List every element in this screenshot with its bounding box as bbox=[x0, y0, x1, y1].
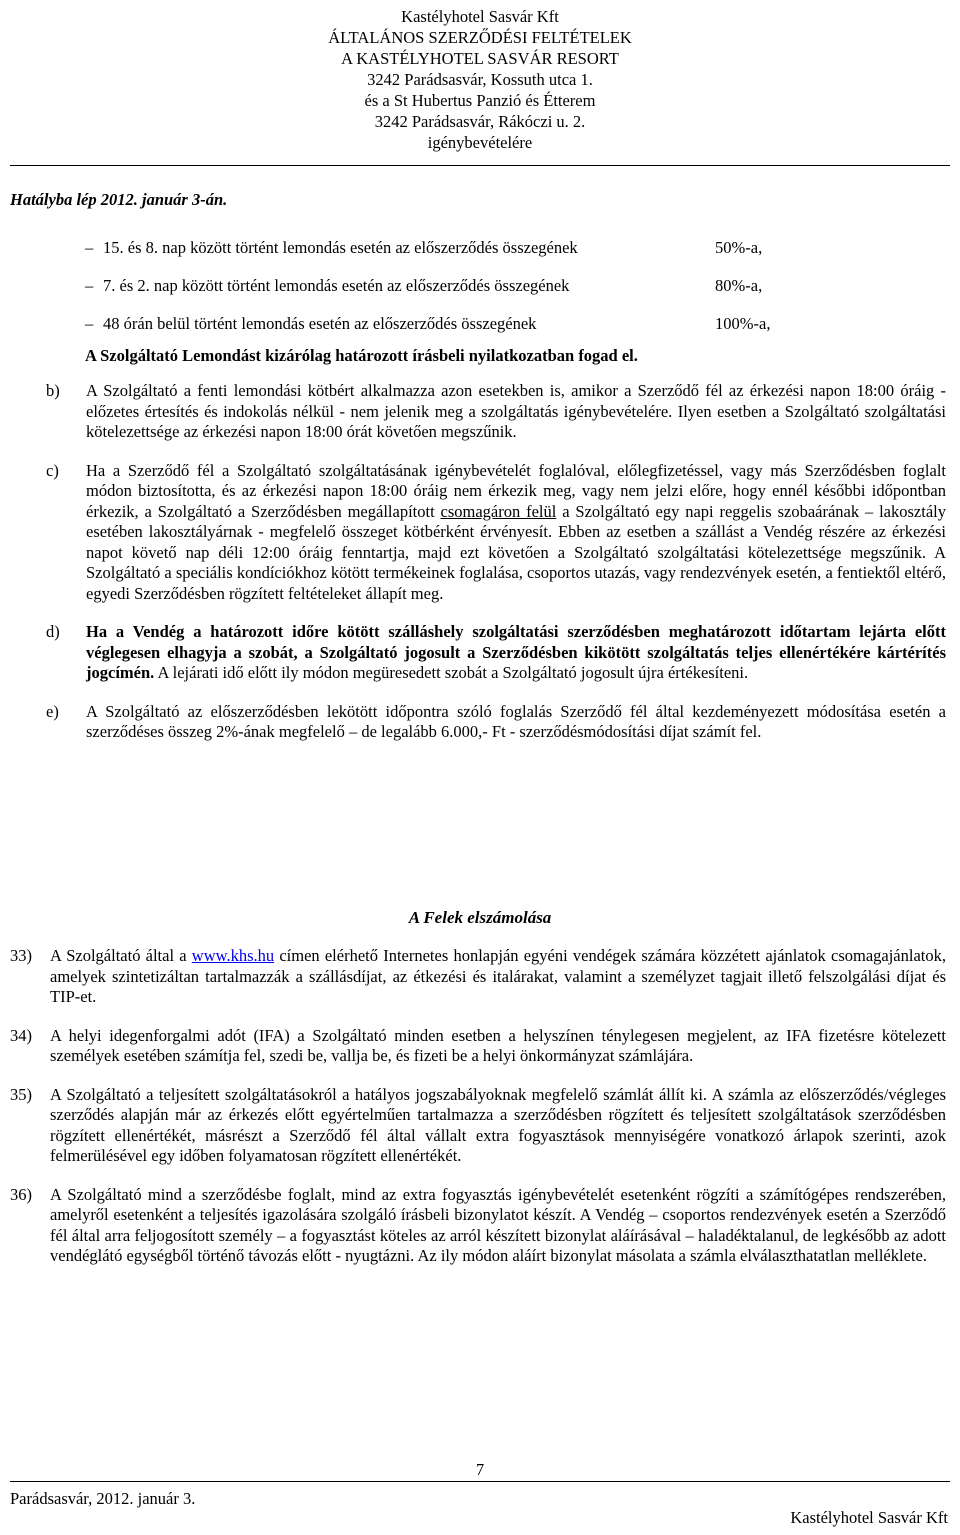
header-divider bbox=[10, 165, 950, 166]
item-label: d) bbox=[46, 622, 60, 641]
cancellation-note: A Szolgáltató Lemondást kizárólag határozott írásbeli nyilatkozatban fogad el. bbox=[85, 346, 638, 365]
item-text bbox=[86, 622, 946, 684]
footer-company: Kastélyhotel Sasvár Kft bbox=[790, 1508, 948, 1527]
header-panzio: és a St Hubertus Panzió és Étterem bbox=[364, 91, 596, 110]
item-text bbox=[86, 461, 946, 605]
item-label: e) bbox=[46, 701, 59, 721]
item-label: c) bbox=[46, 460, 59, 480]
cancellation-text: 48 órán belül történt lemondás esetén az előszerződés összegének bbox=[103, 314, 537, 333]
item-text: A Szolgáltató mind a szerződésbe foglalt, mind az extra fogyasztás igénybevételét esetenként rögzíti a számítógépes rendszerében, amelyről esetenként a teljesítés igazolására szolgáló írásbeli bizonylatot készít. A Vendég – csoportos rendezvények esetén a Szerződő fél által arra feljogosított személy – a fogyasztást köteles az arról készített bizonylat aláírásával – haladéktalanul, de legkésőbb az adott vendéglátó egységből történő távozás előtt - nyugtázni. Az ily módon aláírt bizonylat másolata a számla elválaszthatatlan melléklete. bbox=[50, 1184, 946, 1265]
item-text bbox=[50, 946, 946, 1008]
header-title: ÁLTALÁNOS SZERZŐDÉSI FELTÉTELEK bbox=[328, 28, 632, 47]
document-header bbox=[0, 6, 960, 153]
cancellation-text: 7. és 2. nap között történt lemondás esetén az előszerződés összegének bbox=[103, 276, 570, 295]
item-text-part: címen elérhető Internetes honlapján egyéni vendégek számára közzétett ajánlatok csomagajánlatok, amelyek szintetizáltan tartalmazzák a szállásdíjat, az étkezési és italárakat, valamint a személyzet tagjait illető felszolgálási díjat és TIP-et. bbox=[50, 946, 946, 1006]
item-text: A helyi idegenforgalmi adót (IFA) a Szolgáltató minden esetben a helyszínen ténylegesen megjelent, az IFA fizetésre kötelezett személyek esetében számítja fel, szedi be, vallja be, és fizeti be a helyi önkormányzat számlájára. bbox=[50, 1025, 946, 1065]
item-34 bbox=[10, 1026, 946, 1067]
underlined-term: csomagáron felül bbox=[440, 501, 557, 521]
item-text-part: a Szolgáltató egy napi reggelis szobaárának – lakosztály esetében lakosztályárnak - megfelelő összeget kötbérként érvényesít. Ebben az esetben a szállást a Vendég részére az érkezési napot követő nap déli 12:00 óráig fenntartja, majd ezt követően a Szolgáltató szolgáltatási kötelezettsége megszűnik. A Szolgáltató a speciális kondíciókhoz kötött termékeinek foglalása, csoportos utazás, vagy rendezvények esetén, a fentiektől eltérő, egyedi Szerződésben rögzített feltételeket állapít meg. bbox=[86, 501, 946, 603]
item-b bbox=[46, 381, 946, 443]
cancellation-percent: 80%-a, bbox=[715, 276, 763, 295]
item-36 bbox=[10, 1185, 946, 1267]
item-label: b) bbox=[46, 381, 60, 400]
cancellation-row bbox=[85, 276, 945, 298]
header-company: Kastélyhotel Sasvár Kft bbox=[401, 7, 559, 26]
footer-divider bbox=[10, 1481, 950, 1482]
dash-bullet: – bbox=[85, 314, 94, 333]
header-address-1: 3242 Parádsasvár, Kossuth utca 1. bbox=[367, 70, 593, 89]
effective-date: Hatályba lép 2012. január 3-án. bbox=[10, 190, 228, 209]
section-title: A Felek elszámolása bbox=[408, 908, 552, 927]
cancellation-percent: 100%-a, bbox=[715, 314, 771, 333]
cancellation-text: 15. és 8. nap között történt lemondás esetén az előszerződés összegének bbox=[103, 238, 578, 257]
item-d bbox=[46, 622, 946, 684]
header-address-2: 3242 Parádsasvár, Rákóczi u. 2. bbox=[374, 112, 586, 131]
cancellation-row bbox=[85, 238, 945, 260]
page-number: 7 bbox=[475, 1460, 485, 1479]
lettered-items bbox=[46, 381, 946, 743]
item-number: 35) bbox=[10, 1084, 32, 1104]
numbered-items bbox=[10, 946, 946, 1267]
item-number: 33) bbox=[10, 946, 32, 965]
header-resort: A KASTÉLYHOTEL SASVÁR RESORT bbox=[341, 49, 619, 68]
cancellation-percent: 50%-a, bbox=[715, 238, 763, 257]
dash-bullet: – bbox=[85, 276, 94, 295]
item-bold-text: Ha a Vendég a határozott időre kötött szálláshely szolgáltatási szerződésben meghatározott időtartam lejárta előtt véglegesen elhagyja a szobát, a Szolgáltató jogosult a Szerződésben kikötött szolgáltatás teljes ellenértékére kártérítés jogcímén. bbox=[86, 622, 946, 682]
footer-place-date: Parádsasvár, 2012. január 3. bbox=[10, 1489, 196, 1508]
item-c bbox=[46, 461, 946, 605]
header-usage: igénybevételére bbox=[427, 133, 533, 152]
item-text-part: A lejárati idő előtt ily módon megüresedett szobát a Szolgáltató jogosult újra értékesíteni. bbox=[154, 663, 749, 682]
item-33 bbox=[10, 946, 946, 1008]
item-text: A Szolgáltató az előszerződésben lekötött időpontra szóló foglalás Szerződő fél által kezdeményezett módosítása esetén a szerződéses összeg 2%-ának megfelelő – de legalább 6.000,- Ft - szerződésmódosítási díjat számít fel. bbox=[86, 701, 946, 741]
website-link[interactable]: www.khs.hu bbox=[191, 946, 275, 965]
item-text: A Szolgáltató a fenti lemondási kötbért alkalmazza azon esetekben is, amikor a Szerződő fél az érkezési napon 18:00 óráig - előzetes értesítés és indokolás nélkül - nem jelenik meg a szolgáltatás igénybevételére. Ilyen esetben a Szolgáltató szolgáltatási kötelezettsége az érkezési napon 18:00 órát követően megszűnik. bbox=[86, 381, 946, 441]
item-e bbox=[46, 702, 946, 743]
cancellation-row bbox=[85, 314, 945, 336]
item-number: 34) bbox=[10, 1025, 32, 1045]
dash-bullet: – bbox=[85, 238, 94, 257]
item-text-part: A Szolgáltató által a bbox=[50, 946, 192, 965]
item-35 bbox=[10, 1085, 946, 1167]
item-number: 36) bbox=[10, 1184, 32, 1204]
item-text-part: Ha a Szerződő fél a Szolgáltató szolgáltatásának igénybevételét foglalóval, előlegfizetéssel, vagy más Szerződésben foglalt módon biztosította, és az érkezési napon 18:00 óráig nem érkezik meg, vagy nem jelzi előre, hogy ennél későbbi időpontban érkezik, a Szolgáltató a Szerződésben megállapított bbox=[86, 460, 946, 521]
item-text: A Szolgáltató a teljesített szolgáltatásokról a hatályos jogszabályoknak megfelelő számlát állít ki. A számla az előszerződés/végleges szerződés alapján már az érkezés előtt egyértelműen tartalmazza a szerződésben rögzített és teljesített szolgáltatások szerződésben rögzített ellenértékét, másrészt a Szerződő fél által vállalt extra fogyasztások mennyiségére vonatkozó árlapok szerinti, azok felmerülésével egy időben folyamatosan rögzített ellenértékét. bbox=[50, 1084, 946, 1165]
